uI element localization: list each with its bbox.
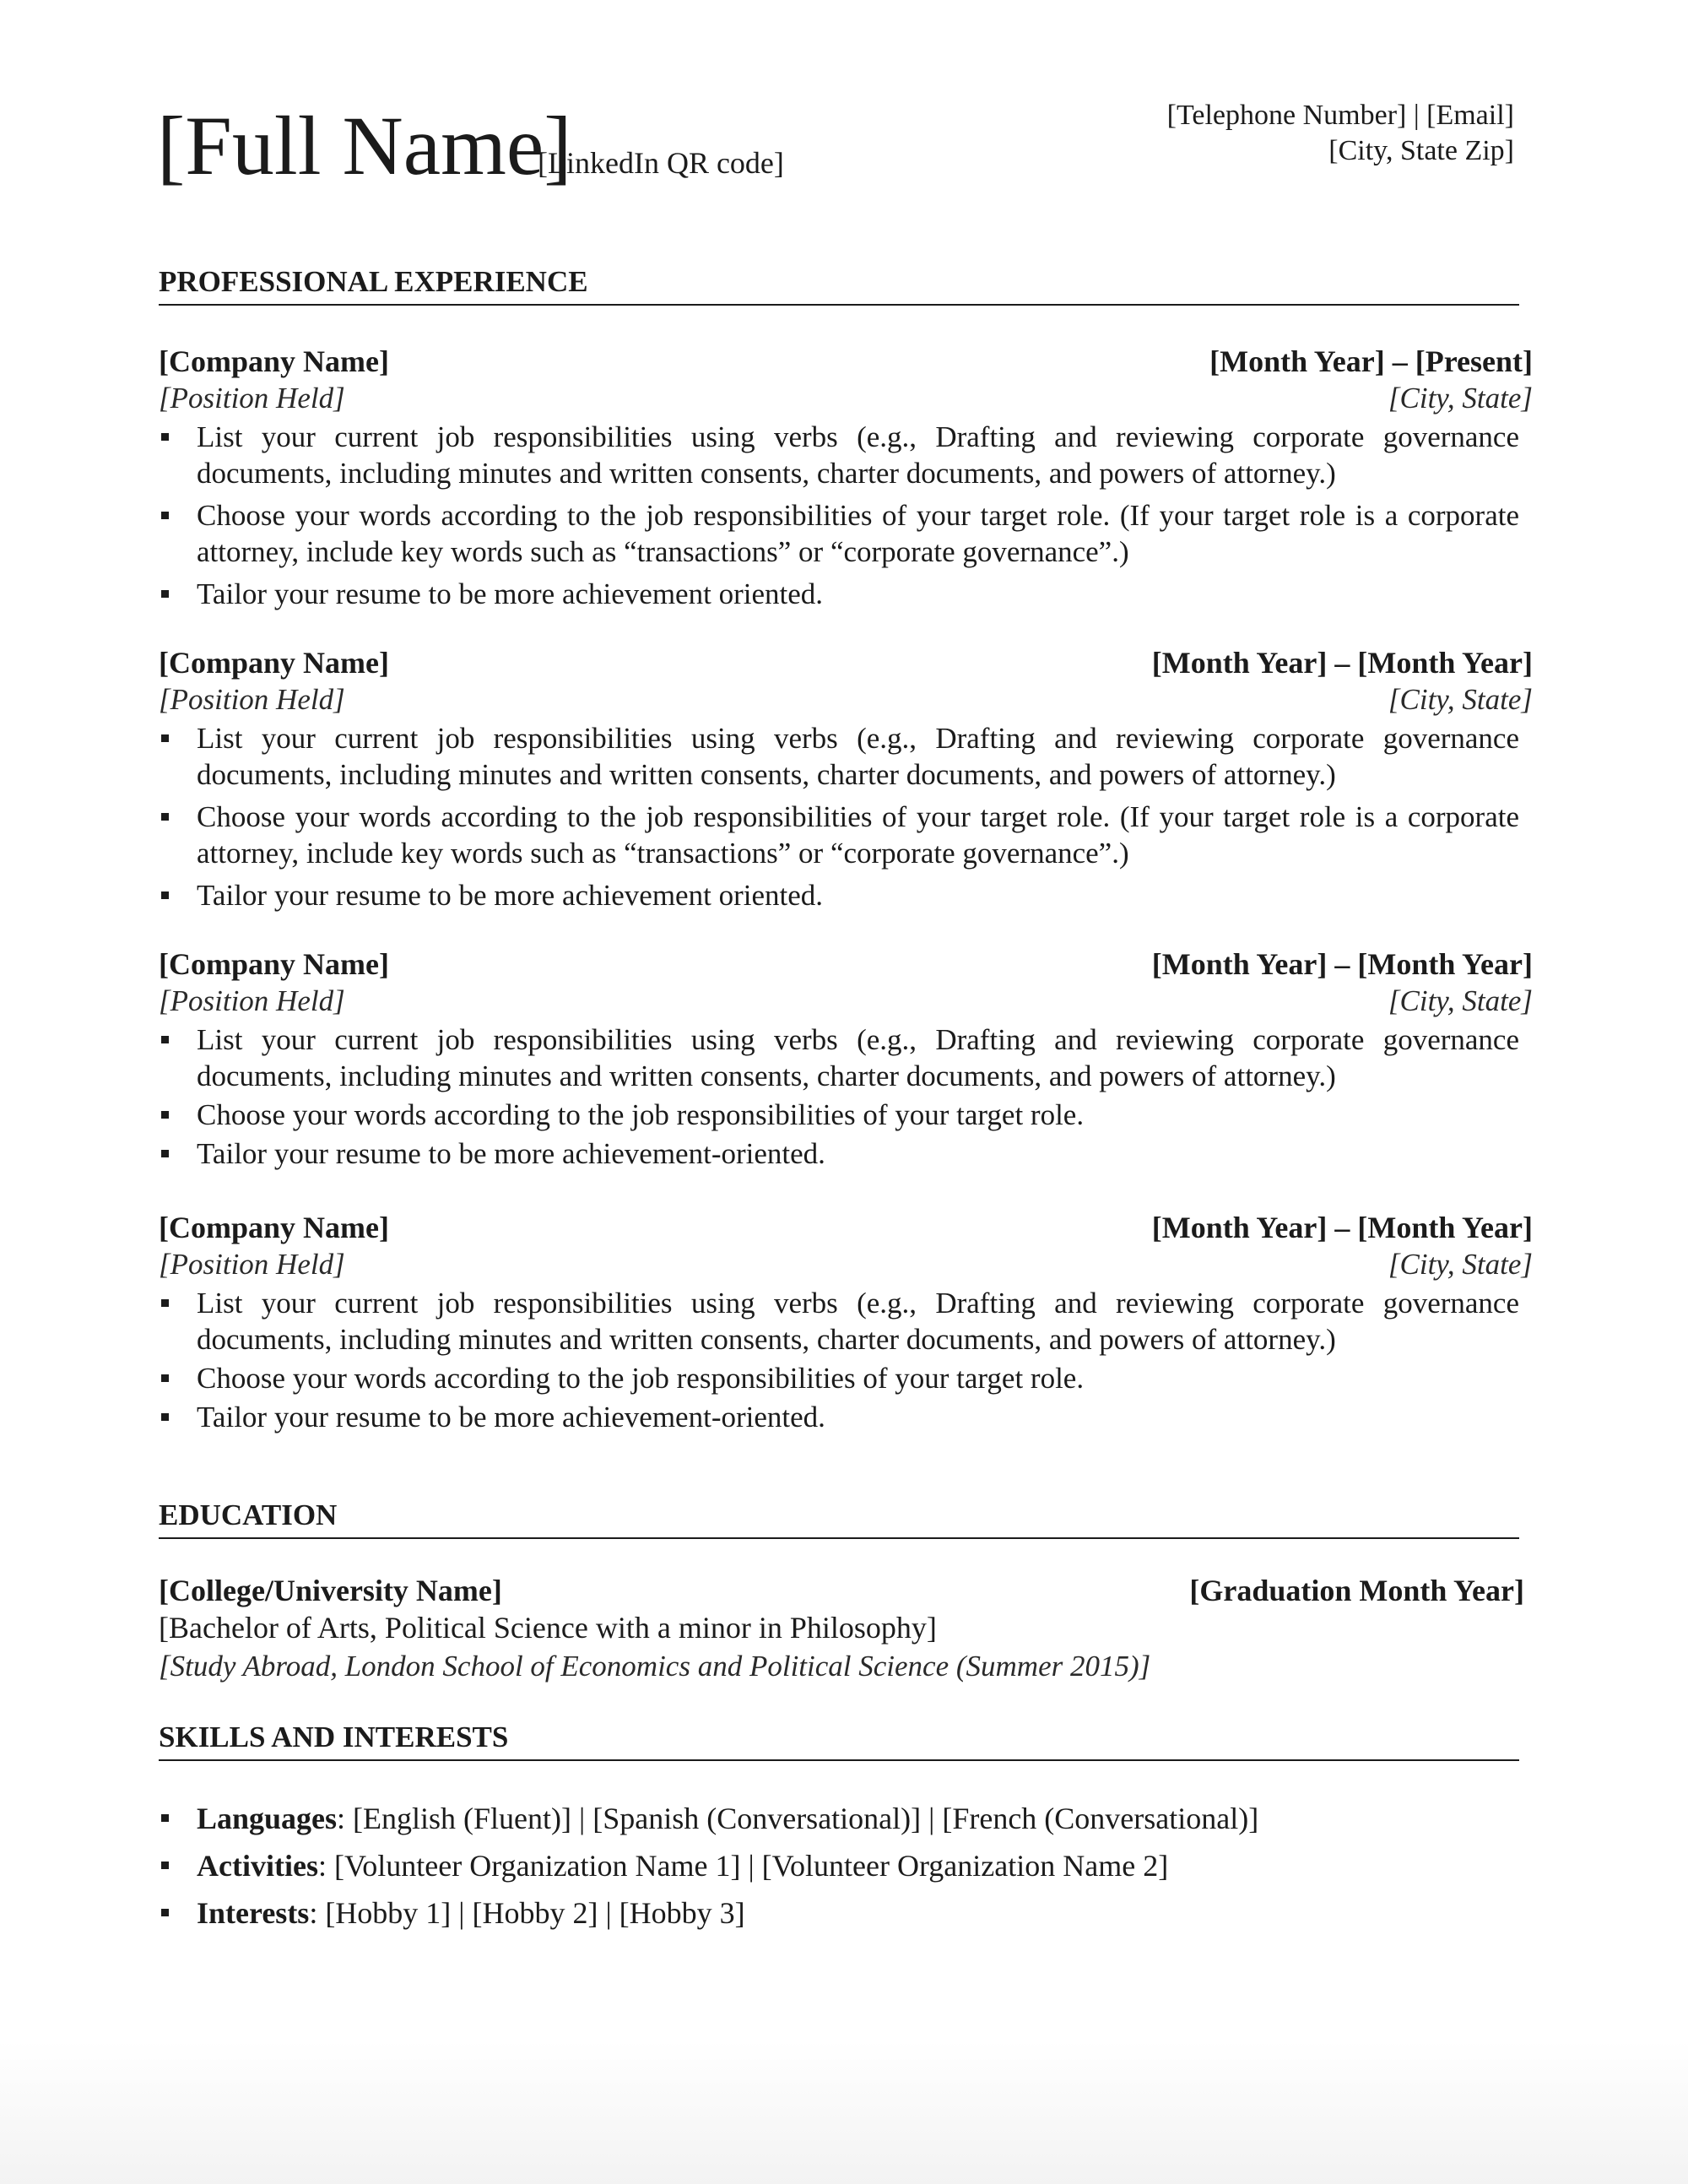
skill-languages [159, 1800, 1519, 1837]
job-dates: [Month Year] – [Present] [1209, 344, 1533, 378]
contact-phone-email: [Telephone Number] | [Email] [1166, 100, 1514, 131]
company-name: [Company Name] [159, 947, 389, 981]
education-entry [159, 1573, 1524, 1685]
skills-list [159, 1800, 1519, 1932]
linkedin-qr-label: [LinkedIn QR code] [538, 146, 784, 180]
job-title-row [159, 946, 1533, 983]
job-location: [City, State] [1388, 984, 1533, 1017]
skill-value: : [Volunteer Organization Name 1] | [Volunteer Organization Name 2] [317, 1849, 1169, 1883]
contact-city-state-zip: [City, State Zip] [1328, 135, 1514, 166]
job-entry [159, 645, 1533, 913]
skills-heading: SKILLS AND INTERESTS [159, 1721, 1519, 1761]
job-title-row [159, 645, 1533, 681]
list-item: List your current job responsibilities using verbs (e.g., Drafting and reviewing corporate governance documents, including minutes and written consents, charter documents, and powers of attorney.) [159, 419, 1519, 491]
skill-label: Interests [197, 1896, 310, 1930]
study-abroad: [Study Abroad, London School of Economics and Political Science (Summer 2015)] [159, 1650, 1151, 1683]
skill-value: : [English (Fluent)] | [Spanish (Conversational)] | [French (Conversational)] [337, 1802, 1259, 1835]
skill-label: Languages [197, 1802, 338, 1835]
skills-section [159, 1800, 1519, 1932]
school-name: [College/University Name] [159, 1574, 502, 1607]
company-name: [Company Name] [159, 646, 389, 680]
job-dates: [Month Year] – [Month Year] [1151, 646, 1533, 680]
job-subtitle-row [159, 983, 1533, 1019]
position-held: [Position Held] [159, 984, 345, 1017]
job-entry [159, 344, 1533, 612]
job-bullet-list [159, 419, 1519, 612]
position-held: [Position Held] [159, 683, 345, 716]
skill-interests [159, 1894, 1519, 1932]
job-bullet-list [159, 1285, 1519, 1435]
job-entry [159, 946, 1533, 1172]
job-entry [159, 1210, 1533, 1435]
company-name: [Company Name] [159, 344, 389, 378]
degree: [Bachelor of Arts, Political Science with a minor in Philosophy] [159, 1611, 937, 1645]
job-subtitle-row [159, 380, 1533, 416]
list-item: Choose your words according to the job responsibilities of your target role. [159, 1360, 1519, 1396]
job-bullet-list [159, 720, 1519, 913]
list-item: Tailor your resume to be more achievement oriented. [159, 877, 1519, 913]
contact-block [1167, 98, 1514, 169]
list-item: Tailor your resume to be more achievement-oriented. [159, 1399, 1519, 1435]
position-held: [Position Held] [159, 1248, 345, 1281]
skill-activities [159, 1847, 1519, 1884]
company-name: [Company Name] [159, 1211, 389, 1244]
list-item: Choose your words according to the job responsibilities of your target role. (If your target role is a corporate attorney, include key words such as “transactions” or “corporate governance”.) [159, 799, 1519, 871]
list-item: Tailor your resume to be more achievement-oriented. [159, 1135, 1519, 1172]
job-location: [City, State] [1388, 1248, 1533, 1281]
job-title-row [159, 344, 1533, 380]
job-location: [City, State] [1388, 683, 1533, 716]
list-item: Choose your words according to the job responsibilities of your target role. (If your target role is a corporate attorney, include key words such as “transactions” or “corporate governance”.) [159, 497, 1519, 570]
job-subtitle-row [159, 1246, 1533, 1282]
job-dates: [Month Year] – [Month Year] [1151, 1211, 1533, 1244]
page-bottom-shadow [0, 2040, 1688, 2184]
full-name: [Full Name] [157, 99, 572, 192]
job-bullet-list [159, 1022, 1519, 1172]
education-heading: EDUCATION [159, 1498, 1519, 1539]
education-title-row [159, 1573, 1524, 1609]
list-item: Choose your words according to the job responsibilities of your target role. [159, 1097, 1519, 1133]
list-item: List your current job responsibilities using verbs (e.g., Drafting and reviewing corporate governance documents, including minutes and written consents, charter documents, and powers of attorney.) [159, 720, 1519, 793]
position-held: [Position Held] [159, 382, 345, 415]
skill-label: Activities [197, 1849, 318, 1883]
list-item: List your current job responsibilities using verbs (e.g., Drafting and reviewing corporate governance documents, including minutes and written consents, charter documents, and powers of attorney.) [159, 1022, 1519, 1094]
job-title-row [159, 1210, 1533, 1246]
job-subtitle-row [159, 681, 1533, 718]
graduation-date: [Graduation Month Year] [1189, 1574, 1524, 1607]
skill-value: : [Hobby 1] | [Hobby 2] | [Hobby 3] [309, 1896, 745, 1930]
experience-heading: PROFESSIONAL EXPERIENCE [159, 265, 1519, 306]
job-dates: [Month Year] – [Month Year] [1151, 947, 1533, 981]
list-item: Tailor your resume to be more achievement oriented. [159, 576, 1519, 612]
list-item: List your current job responsibilities using verbs (e.g., Drafting and reviewing corporate governance documents, including minutes and written consents, charter documents, and powers of attorney.) [159, 1285, 1519, 1358]
job-location: [City, State] [1388, 382, 1533, 415]
